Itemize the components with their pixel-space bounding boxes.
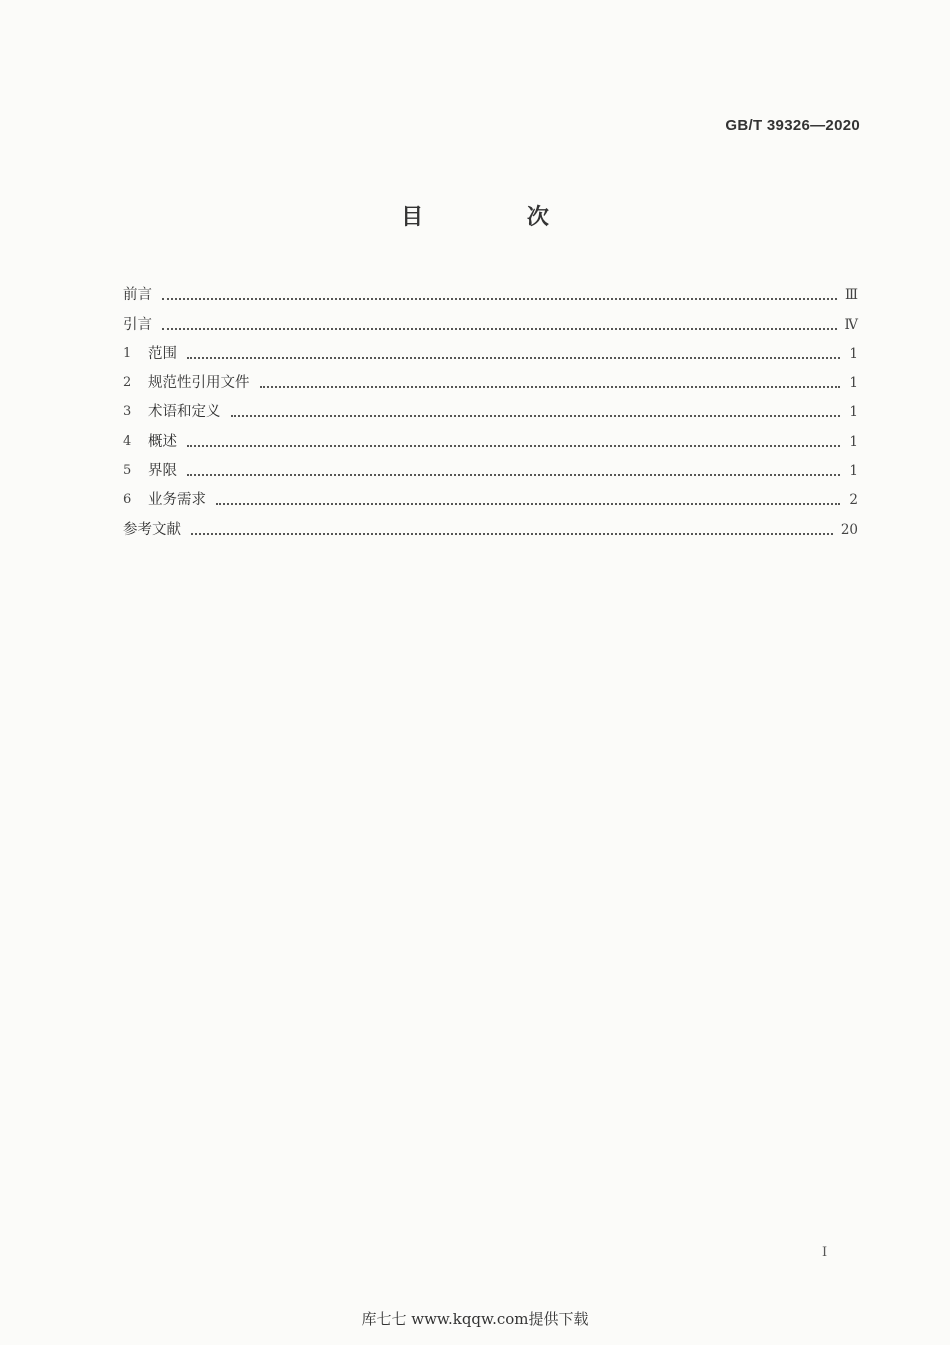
toc-entry-number: 6 [123,492,132,508]
toc-entry-page: 1 [849,375,858,392]
toc-leader-dots [191,533,833,535]
toc-entry-page: 1 [849,433,858,450]
toc-entry-label: 前言 [123,287,152,304]
toc-entry-page: Ⅳ [844,316,858,333]
toc-leader-dots [187,445,840,447]
toc-leader-dots [162,298,837,300]
toc-entry-terms-definitions[interactable] [123,392,858,421]
toc-entry-number: 3 [123,404,132,420]
toc-entry-overview[interactable] [123,421,858,450]
toc-entry-page: 20 [840,521,858,538]
toc-entry-scope[interactable] [123,334,858,363]
footer-download-note: 库七七 www.kqqw.com提供下载 [361,1310,589,1328]
toc-entry-page: 2 [849,492,858,509]
toc-entry-label: 规范性引用文件 [148,375,250,392]
toc-leader-dots [187,357,840,359]
table-of-contents [123,275,858,539]
toc-entry-label: 概述 [148,433,177,450]
page-number: I [822,1245,828,1260]
toc-entry-label: 界限 [148,463,177,480]
toc-entry-page: Ⅲ [844,287,858,304]
toc-leader-dots [231,415,841,417]
toc-entry-number: 4 [123,433,132,449]
toc-entry-number: 5 [123,463,132,479]
toc-entry-label: 范围 [148,345,177,362]
toc-leader-dots [162,328,837,330]
toc-entry-bibliography[interactable] [123,509,858,538]
toc-entry-label: 引言 [123,316,152,333]
toc-leader-dots [260,386,841,388]
toc-entry-introduction[interactable] [123,304,858,333]
toc-entry-number: 1 [123,345,132,361]
toc-entry-business-requirements[interactable] [123,480,858,509]
toc-entry-label: 参考文献 [123,521,181,538]
toc-leader-dots [216,503,840,505]
toc-title: 目 次 [401,205,597,230]
toc-entry-page: 1 [849,404,858,421]
toc-entry-label: 术语和定义 [148,404,221,421]
toc-entry-boundaries[interactable] [123,451,858,480]
toc-leader-dots [187,474,840,476]
toc-entry-page: 1 [849,345,858,362]
toc-entry-normative-references[interactable] [123,363,858,392]
toc-entry-label: 业务需求 [148,492,206,509]
standard-code: GB/T 39326—2020 [725,117,860,134]
toc-entry-preface[interactable] [123,275,858,304]
toc-entry-page: 1 [849,463,858,480]
toc-entry-number: 2 [123,375,132,391]
